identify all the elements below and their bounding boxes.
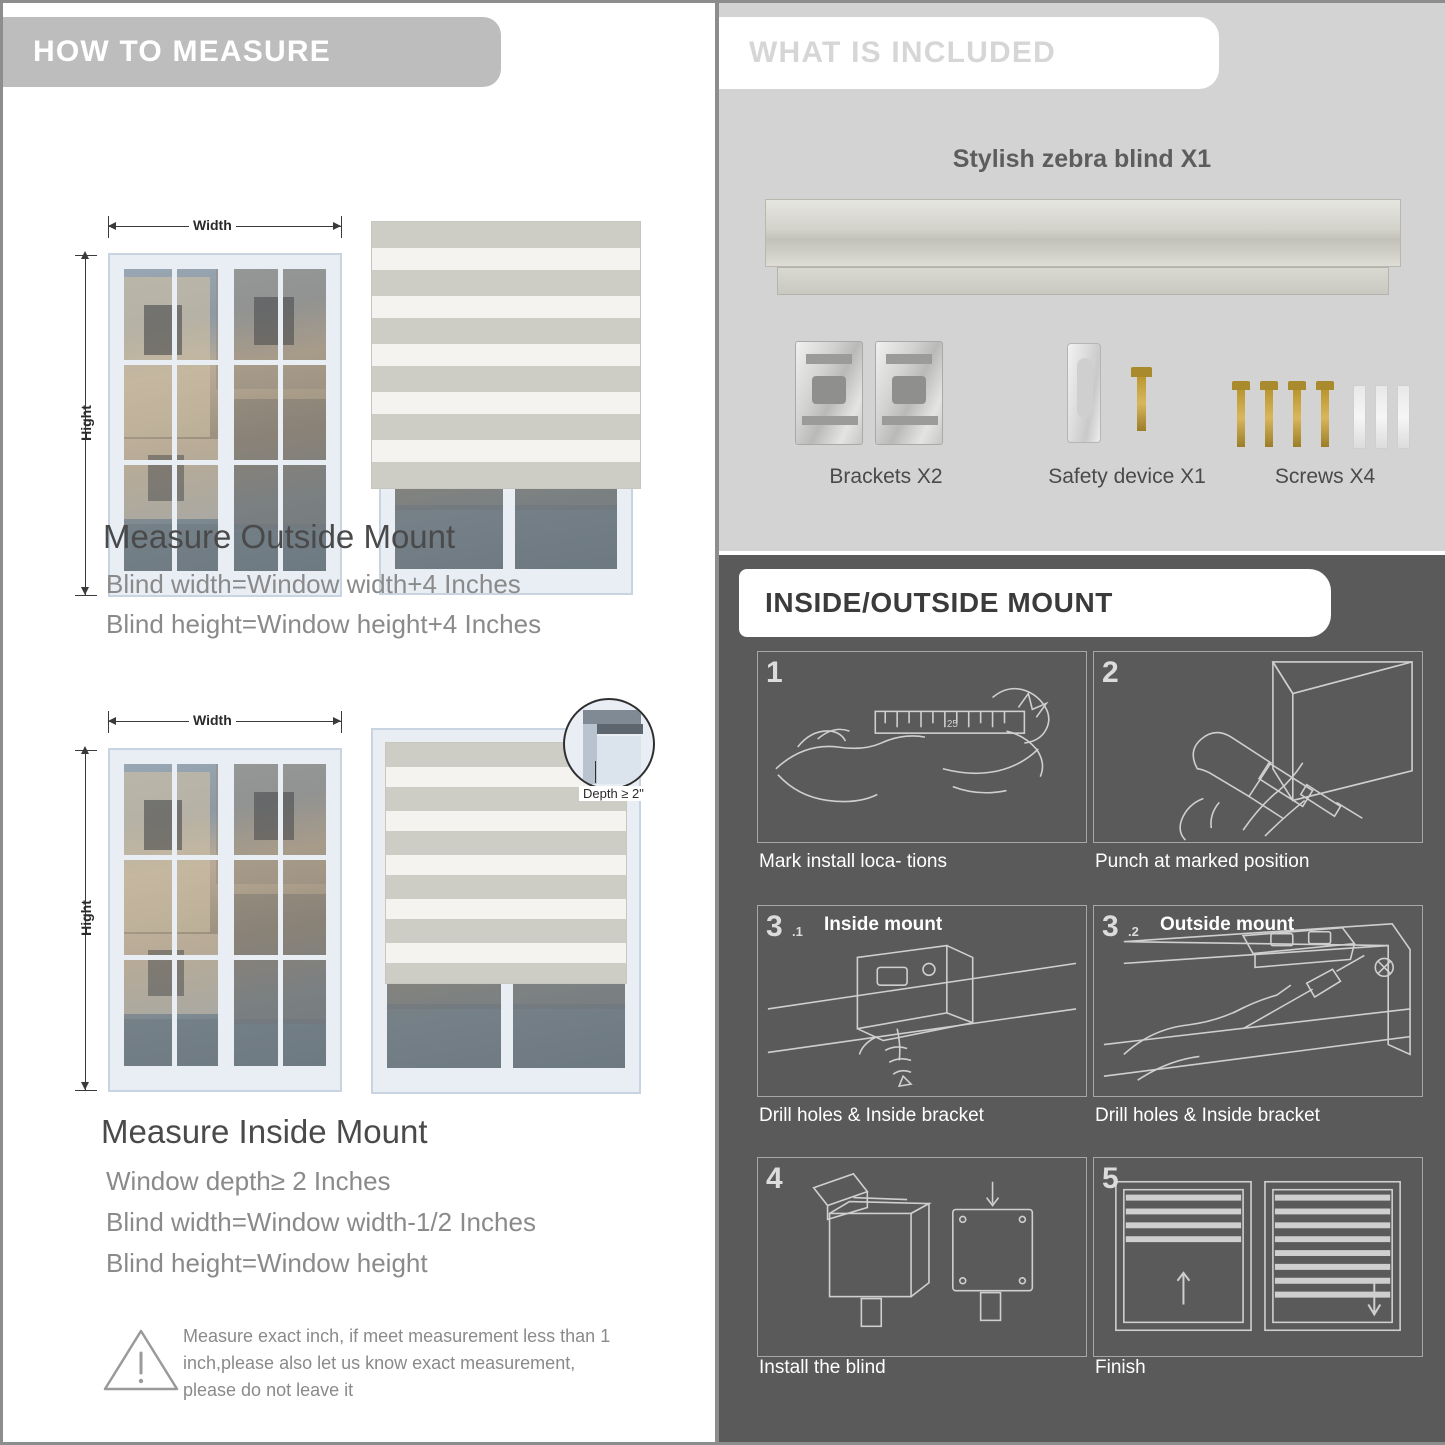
step-1-caption: Mark install loca- tions [759,851,947,872]
outside-mount-illustration [3,103,715,513]
what-is-included-panel [719,3,1445,555]
inside-outside-header-tab [739,569,1331,637]
outside-height-label: Hight [78,405,94,441]
step-card-5 [1093,1157,1423,1357]
depth-leader-line [595,761,596,783]
inside-height-tick-top [75,750,97,751]
inside-height-arrow-down [81,1082,89,1090]
zebra-blind-headrail-front [777,267,1389,295]
step-4-number: 4 [766,1162,783,1195]
outside-height-arrow-down [81,587,89,595]
safety-screw-icon [1137,375,1146,431]
step-2-caption: Punch at marked position [1095,851,1310,872]
outside-height-tick-top [75,255,97,256]
wall-anchor-icon-1 [1353,385,1366,449]
outside-width-label: Width [189,217,236,233]
what-is-included-header-tab [719,17,1219,89]
ruler-hand-icon [758,652,1086,842]
svg-text:25: 25 [946,719,958,731]
step-3-1-caption: Drill holes & Inside bracket [759,1105,984,1126]
step-3-2-subnumber: .2 [1128,924,1139,939]
step-1-number: 1 [766,656,783,689]
inside-height-tick-bottom [75,1090,97,1091]
safety-device-icon [1067,343,1101,443]
wall-anchor-icon-2 [1375,385,1388,449]
inside-width-arrow-left [108,717,116,725]
outside-mount-line-1: Blind width=Window width+4 Inches [106,569,521,599]
step-5-number: 5 [1102,1162,1119,1195]
safety-device-label: Safety device X1 [1048,465,1206,488]
step-2-number: 2 [1102,656,1119,689]
inside-width-arrow-right [333,717,341,725]
outside-width-arrow-left [108,222,116,230]
inside-mount-line-3: Blind height=Window height [106,1248,428,1278]
outside-width-tick-right [341,216,342,238]
outside-mount-title: Measure Outside Mount [103,518,456,555]
how-to-measure-panel [3,3,715,1442]
step-card-3-2 [1093,905,1423,1097]
bracket-icon-2 [875,341,943,445]
outside-width-arrow-right [333,222,341,230]
step-3-1-subnumber: .1 [792,924,803,939]
drill-icon [1094,652,1422,842]
step-3-2-caption: Drill holes & Inside bracket [1095,1105,1320,1126]
step-4-caption: Install the blind [759,1357,886,1378]
step-card-1 [757,651,1087,843]
outside-height-tick-bottom [75,595,97,596]
step-card-3-1 [757,905,1087,1097]
wall-anchor-icon-3 [1397,385,1410,449]
install-blind-icon [758,1158,1086,1356]
screw-icon-3 [1293,389,1301,447]
step-card-4 [757,1157,1087,1357]
included-main-item-label: Stylish zebra blind X1 [952,145,1212,173]
inside-window-frame [108,748,342,1092]
inside-width-tick-left [108,711,109,733]
screw-icon-1 [1237,389,1245,447]
inside-mount-line-1: Window depth≥ 2 Inches [106,1166,391,1196]
inside-width-tick-right [341,711,342,733]
step-3-1-inline-label: Inside mount [824,914,943,935]
bracket-icon-1 [795,341,863,445]
outside-width-tick-left [108,216,109,238]
outside-mount-line-2: Blind height=Window height+4 Inches [106,609,542,639]
safety-screw-head [1131,367,1152,377]
step-3-2-number: 3 [1102,910,1119,943]
inside-outside-mount-panel [719,555,1445,1442]
safety-device-group [1049,337,1199,449]
inside-height-label: Hight [78,900,94,936]
what-is-included-title: WHAT IS INCLUDED [749,36,1056,69]
screws-group [1225,333,1415,451]
step-5-caption: Finish [1095,1357,1146,1378]
zebra-blind-headrail [765,199,1401,267]
screw-icon-4 [1321,389,1329,447]
step-3-2-inline-label: Outside mount [1160,914,1295,935]
outside-zebra-blind [371,221,641,489]
screws-label: Screws X4 [1274,465,1376,488]
warning-text: Measure exact inch, if meet measurement less than 1 inch,please also let us know exact measurement, please do not leave it [183,1326,611,1400]
inside-mount-illustration [3,698,715,1108]
inside-width-label: Width [189,712,236,728]
inside-outside-title: INSIDE/OUTSIDE MOUNT [765,587,1114,618]
step-3-1-number: 3 [766,910,783,943]
how-to-measure-title: HOW TO MEASURE [33,35,331,68]
step-card-2 [1093,651,1423,843]
depth-label: Depth ≥ 2" [579,786,648,801]
warning-triangle-icon [103,1327,179,1393]
how-to-measure-header-tab [3,17,501,87]
inside-mount-title: Measure Inside Mount [101,1113,428,1150]
brackets-group [791,341,981,451]
brackets-label: Brackets X2 [829,465,943,488]
depth-detail-circle [563,698,655,790]
inside-mount-line-2: Blind width=Window width-1/2 Inches [106,1207,536,1237]
finished-blind-icon [1094,1158,1422,1356]
screw-icon-2 [1265,389,1273,447]
warning-block [103,1323,663,1423]
